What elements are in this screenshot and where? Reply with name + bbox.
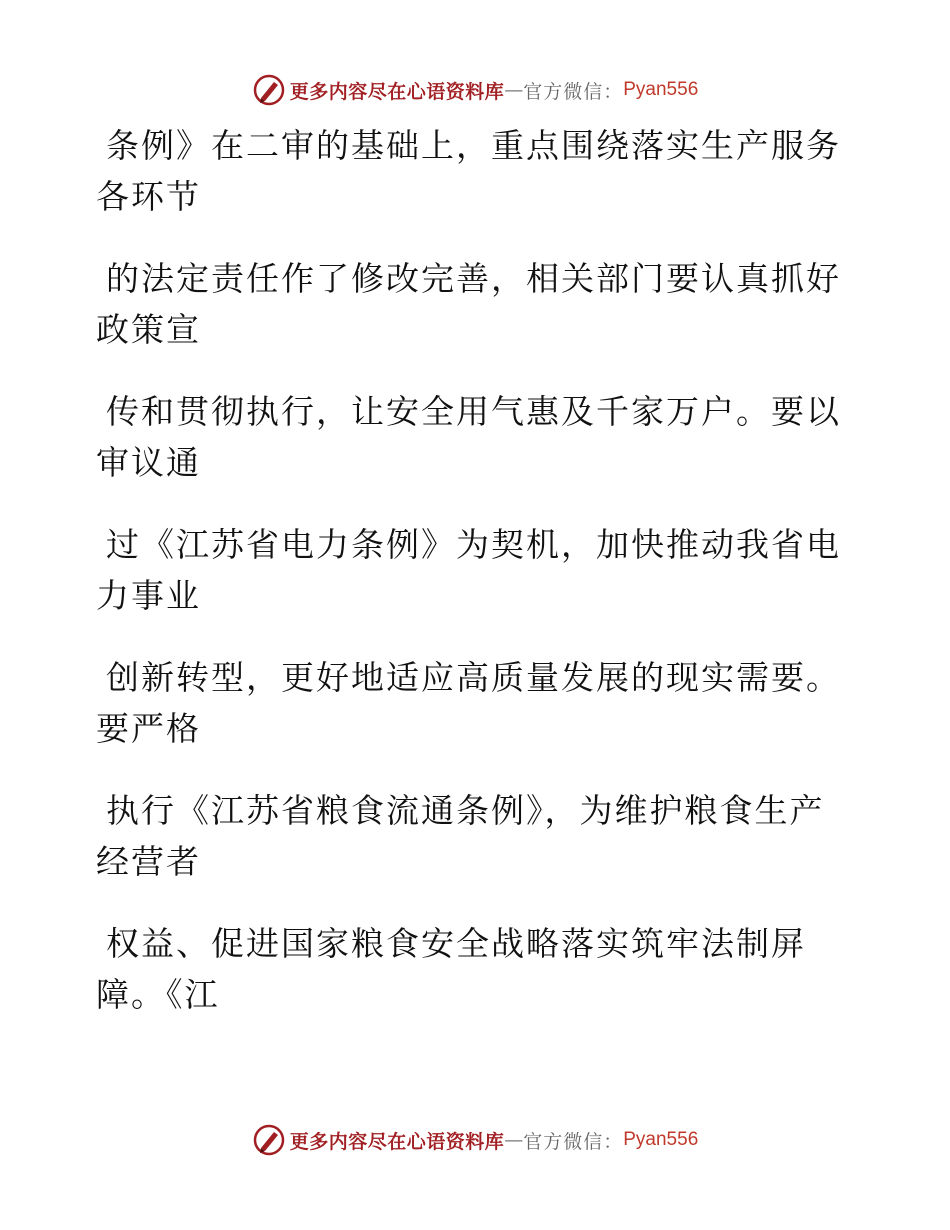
paragraph bbox=[96, 652, 856, 754]
document-body bbox=[96, 120, 856, 1020]
watermark-main-text: 更多内容尽在心语资料库 bbox=[289, 80, 505, 103]
paragraph bbox=[96, 519, 856, 621]
watermark-separator: — bbox=[504, 79, 524, 101]
paragraph-line: 过《江苏省电力条例》为契机，加快推动我省电 bbox=[106, 525, 841, 564]
paragraph-line: 的法定责任作了修改完善，相关部门要认真抓好 bbox=[106, 259, 841, 298]
header-watermark bbox=[0, 70, 950, 110]
watermark-main-text: 更多内容尽在心语资料库 bbox=[289, 1130, 505, 1153]
pen-logo-icon bbox=[252, 1123, 286, 1157]
watermark-wechat-label: 官方微信： bbox=[523, 80, 624, 103]
paragraph bbox=[96, 253, 856, 355]
watermark-wechat-id: Pyan556 bbox=[623, 1129, 699, 1150]
paragraph-line: 要严格 bbox=[96, 709, 201, 748]
paragraph-line: 审议通 bbox=[96, 443, 201, 482]
watermark-wechat-label: 官方微信： bbox=[523, 1130, 624, 1153]
paragraph-line: 条例》在二审的基础上，重点围绕落实生产服务 bbox=[106, 126, 841, 165]
watermark-wechat-id: Pyan556 bbox=[623, 79, 699, 100]
paragraph-line: 各环节 bbox=[96, 177, 201, 216]
paragraph bbox=[96, 120, 856, 222]
paragraph-line: 执行《江苏省粮食流通条例》，为维护粮食生产 bbox=[106, 791, 825, 830]
paragraph-line: 经营者 bbox=[96, 842, 201, 881]
footer-watermark bbox=[0, 1120, 950, 1160]
paragraph-line: 传和贯彻执行，让安全用气惠及千家万户。要以 bbox=[106, 392, 841, 431]
paragraph-line: 政策宣 bbox=[96, 310, 201, 349]
paragraph-line: 障。《江 bbox=[96, 975, 220, 1014]
paragraph bbox=[96, 785, 856, 887]
watermark-separator: — bbox=[504, 1129, 524, 1151]
paragraph-line: 力事业 bbox=[96, 576, 201, 615]
paragraph bbox=[96, 918, 856, 1020]
paragraph bbox=[96, 386, 856, 488]
paragraph-line: 权益、促进国家粮食安全战略落实筑牢法制屏 bbox=[106, 924, 806, 963]
paragraph-line: 创新转型，更好地适应高质量发展的现实需要。 bbox=[106, 658, 841, 697]
pen-logo-icon bbox=[252, 73, 286, 107]
